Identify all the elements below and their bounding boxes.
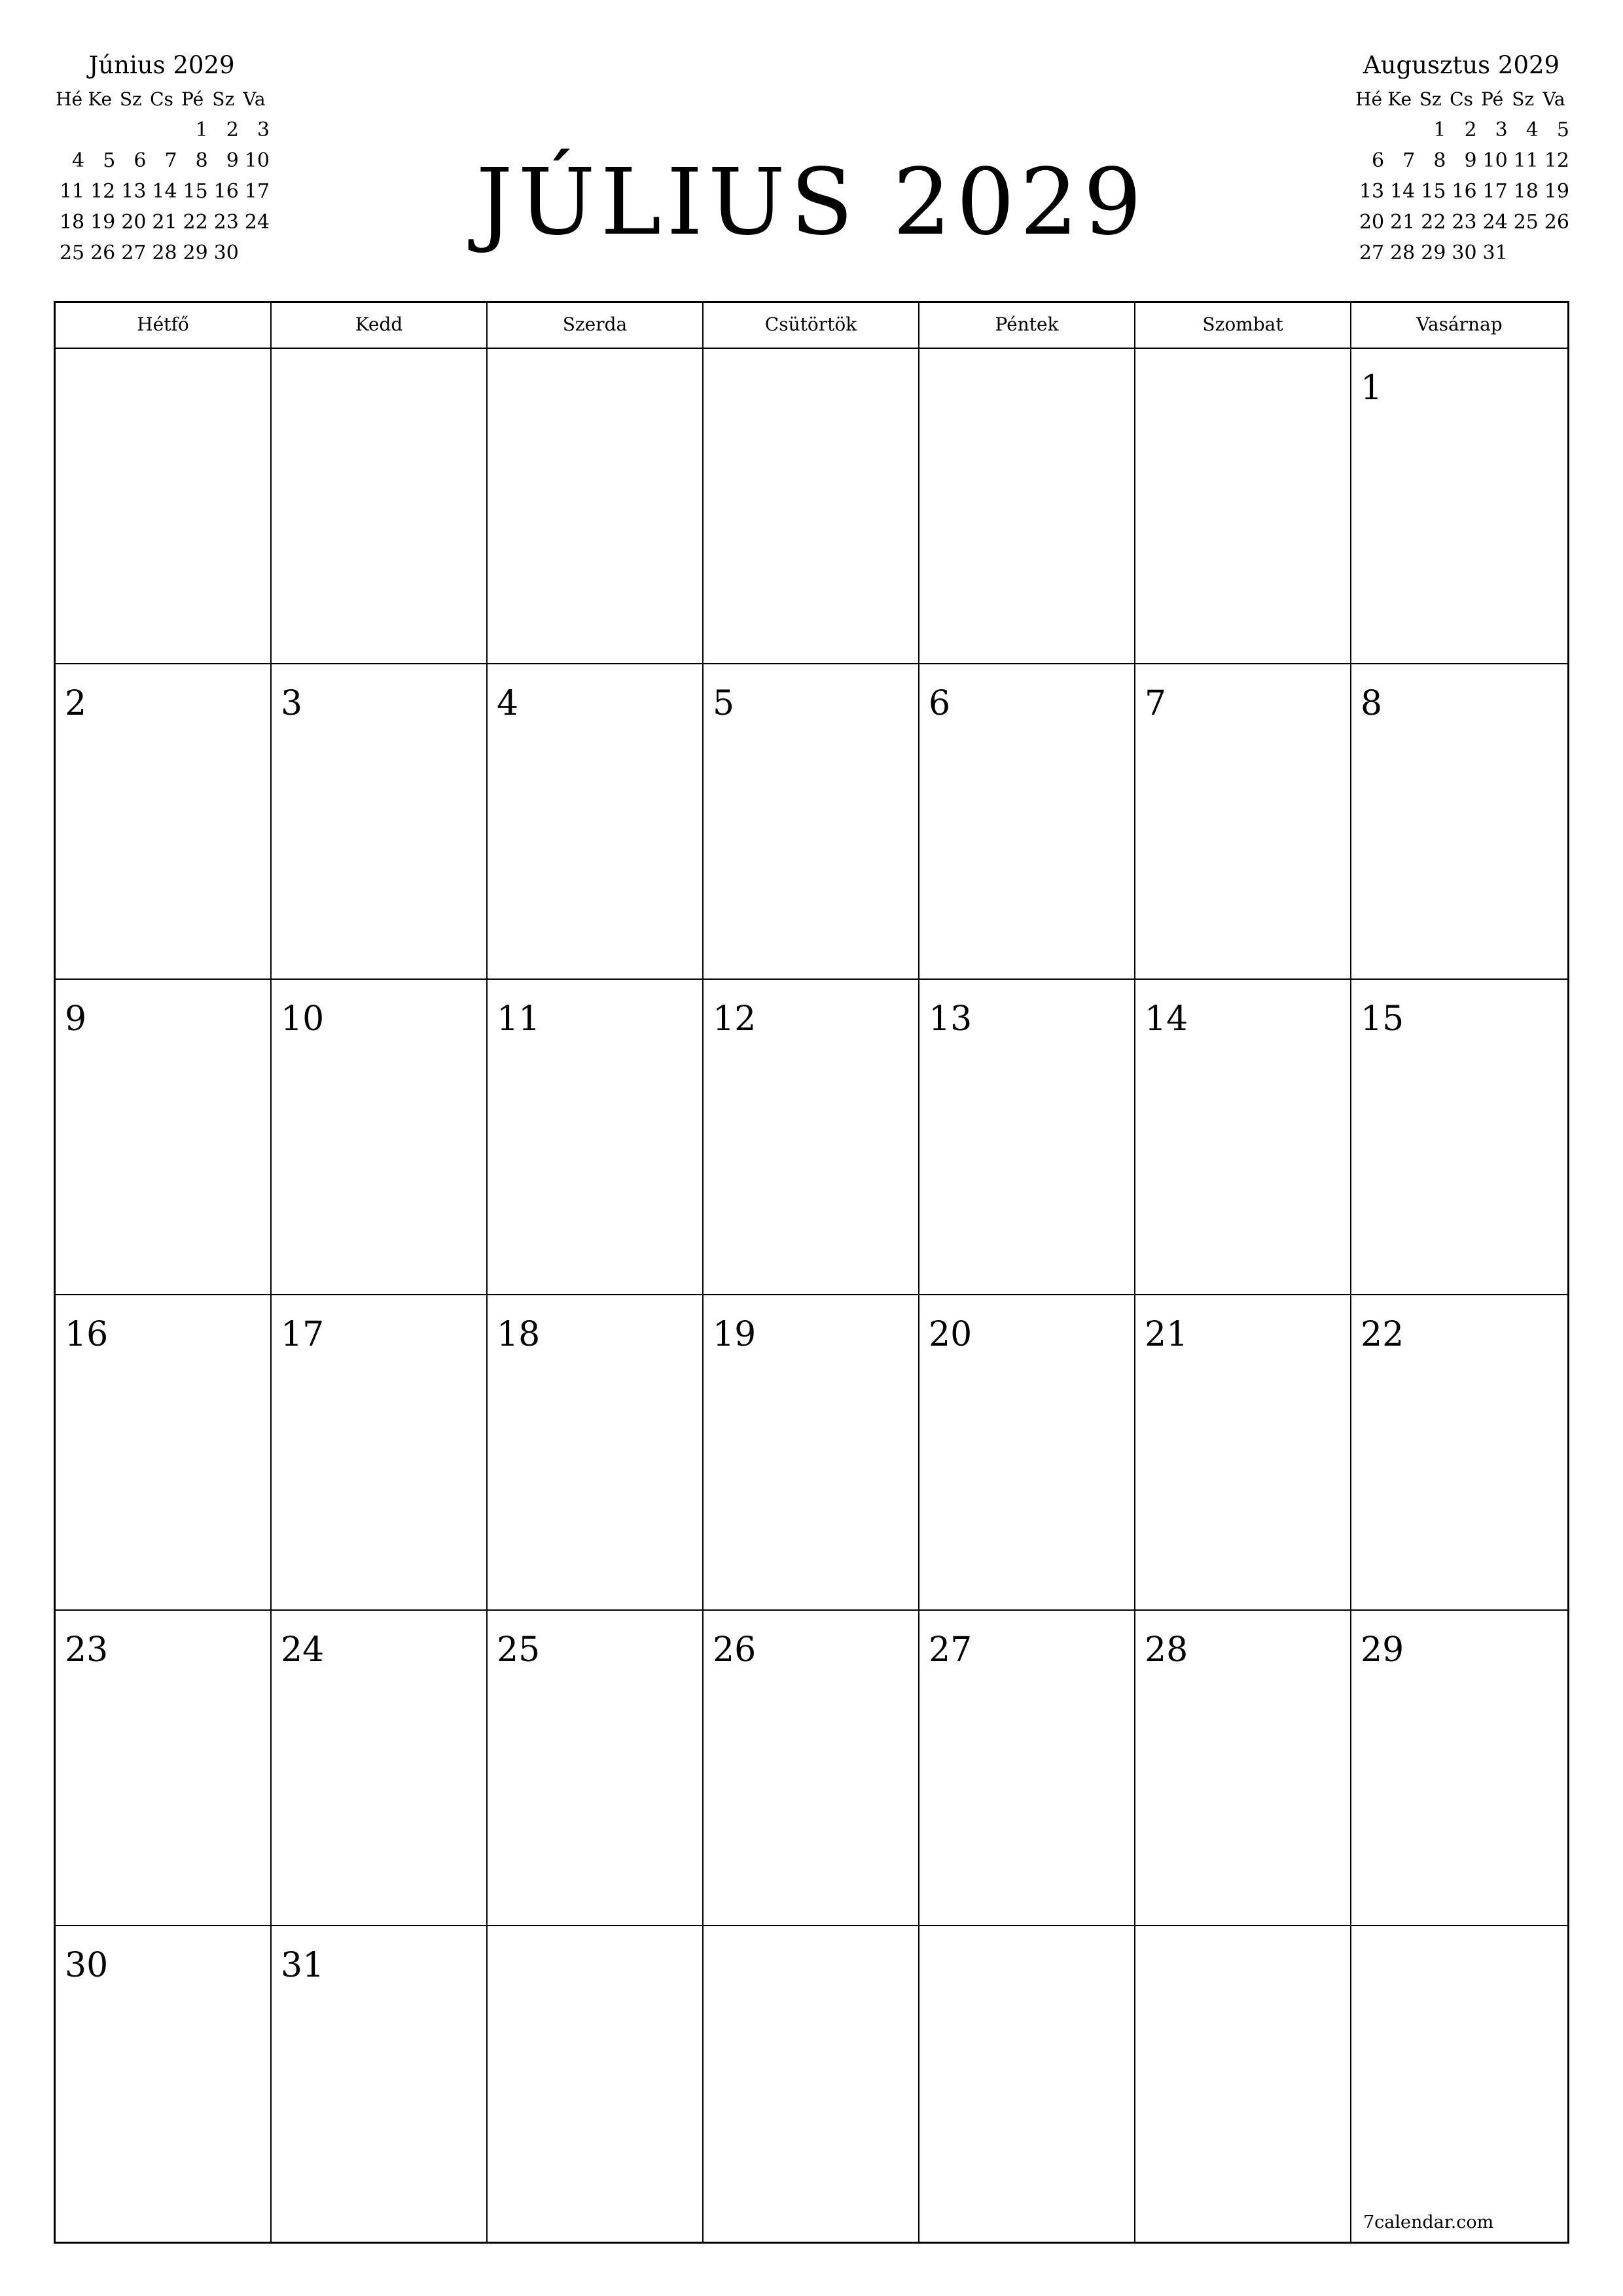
mini-day: 19 xyxy=(1544,180,1569,203)
day-number: 22 xyxy=(1361,1315,1404,1354)
mini-day: 11 xyxy=(1513,149,1539,172)
mini-calendar-next xyxy=(1353,47,1569,268)
day-number: 31 xyxy=(281,1946,325,1985)
mini-day: 1 xyxy=(1433,118,1446,141)
mini-day: 7 xyxy=(164,149,177,172)
weekday-header: Vasárnap xyxy=(1351,303,1567,349)
day-cell[interactable] xyxy=(1135,1611,1351,1926)
day-cell[interactable] xyxy=(704,1926,919,2242)
mini-day: 27 xyxy=(1359,242,1385,264)
mini-weekday-label: Cs xyxy=(150,88,173,110)
day-cell[interactable] xyxy=(704,1611,919,1926)
day-number: 1 xyxy=(1361,368,1383,408)
day-cell[interactable] xyxy=(704,1295,919,1611)
day-number: 24 xyxy=(281,1630,325,1670)
day-number: 17 xyxy=(281,1315,325,1354)
day-cell[interactable] xyxy=(272,1611,488,1926)
mini-day: 31 xyxy=(1482,242,1508,264)
day-number: 20 xyxy=(929,1315,972,1354)
mini-day: 4 xyxy=(1525,118,1539,141)
day-number: 18 xyxy=(497,1315,541,1354)
weekday-header: Szombat xyxy=(1135,303,1351,349)
day-number: 4 xyxy=(497,684,519,723)
mini-day xyxy=(1508,238,1539,268)
mini-day: 4 xyxy=(72,149,85,172)
day-cell[interactable] xyxy=(56,349,272,664)
mini-weekday-label: Sz xyxy=(1419,88,1442,110)
day-number: 8 xyxy=(1361,684,1383,723)
day-number: 10 xyxy=(281,999,325,1039)
mini-day: 12 xyxy=(1544,149,1569,172)
mini-day: 18 xyxy=(1513,180,1539,203)
day-cell[interactable] xyxy=(272,980,488,1295)
mini-calendar-title: Június 2029 xyxy=(88,51,235,79)
mini-weekday-label: Pé xyxy=(181,88,204,110)
day-cell[interactable] xyxy=(272,664,488,980)
mini-day: 23 xyxy=(1452,211,1477,234)
mini-day: 28 xyxy=(1390,242,1416,264)
day-cell[interactable] xyxy=(1351,349,1567,664)
day-cell[interactable] xyxy=(1135,664,1351,980)
mini-weekday-label: Hé xyxy=(56,88,83,110)
day-cell[interactable] xyxy=(1135,349,1351,664)
weekday-header: Péntek xyxy=(919,303,1135,349)
mini-day: 28 xyxy=(152,242,177,264)
day-cell[interactable] xyxy=(272,1295,488,1611)
mini-day: 13 xyxy=(1359,180,1385,203)
mini-day: 11 xyxy=(59,180,85,203)
mini-day: 9 xyxy=(226,149,239,172)
day-number: 30 xyxy=(65,1946,109,1985)
mini-weekday-label: Sz xyxy=(119,88,142,110)
mini-weekday-label: Hé xyxy=(1355,88,1383,110)
mini-day: 6 xyxy=(134,149,147,172)
mini-weekday-label: Va xyxy=(1543,88,1565,110)
footer-credit: 7calendar.com xyxy=(1363,2212,1494,2233)
day-cell[interactable] xyxy=(704,664,919,980)
weekday-header: Kedd xyxy=(272,303,488,349)
mini-day: 30 xyxy=(213,242,239,264)
day-number: 21 xyxy=(1145,1315,1188,1354)
mini-day: 23 xyxy=(213,211,239,234)
day-number: 28 xyxy=(1145,1630,1188,1670)
mini-day: 29 xyxy=(1421,242,1446,264)
mini-weekday-label: Sz xyxy=(1512,88,1535,110)
day-number: 26 xyxy=(713,1630,757,1670)
mini-day: 2 xyxy=(1464,118,1477,141)
mini-day: 2 xyxy=(226,118,239,141)
mini-day: 10 xyxy=(1482,149,1508,172)
mini-day: 5 xyxy=(1556,118,1569,141)
mini-calendar-grid xyxy=(1353,84,1569,268)
mini-day: 22 xyxy=(183,211,208,234)
day-cell[interactable] xyxy=(272,1926,488,2242)
mini-day: 9 xyxy=(1464,149,1477,172)
mini-day: 19 xyxy=(90,211,116,234)
day-number: 15 xyxy=(1361,999,1404,1039)
mini-day: 21 xyxy=(152,211,177,234)
mini-day: 25 xyxy=(1513,211,1539,234)
day-cell[interactable] xyxy=(919,1926,1135,2242)
mini-day: 15 xyxy=(183,180,208,203)
mini-day: 6 xyxy=(1372,149,1385,172)
day-cell[interactable] xyxy=(919,1611,1135,1926)
mini-weekday-label: Cs xyxy=(1450,88,1473,110)
mini-weekday-label: Ke xyxy=(1387,88,1412,110)
day-number: 14 xyxy=(1145,999,1188,1039)
mini-day: 26 xyxy=(1544,211,1569,234)
day-cell[interactable] xyxy=(704,980,919,1295)
weekday-header: Szerda xyxy=(488,303,704,349)
mini-day: 8 xyxy=(1433,149,1446,172)
mini-day: 24 xyxy=(1482,211,1508,234)
day-cell[interactable] xyxy=(56,1926,272,2242)
day-number: 9 xyxy=(65,999,87,1039)
day-number: 27 xyxy=(929,1630,972,1670)
day-cell[interactable] xyxy=(488,664,704,980)
mini-calendar-title: Augusztus 2029 xyxy=(1363,51,1560,79)
mini-day: 10 xyxy=(244,149,270,172)
mini-day: 15 xyxy=(1421,180,1446,203)
day-cell[interactable] xyxy=(919,664,1135,980)
mini-day: 3 xyxy=(1495,118,1508,141)
day-cell[interactable] xyxy=(56,1295,272,1611)
mini-day: 25 xyxy=(59,242,85,264)
day-cell[interactable] xyxy=(488,980,704,1295)
mini-weekday-label: Va xyxy=(243,88,266,110)
mini-day: 21 xyxy=(1390,211,1416,234)
mini-day: 29 xyxy=(183,242,208,264)
day-cell[interactable] xyxy=(919,349,1135,664)
day-number: 16 xyxy=(65,1315,109,1354)
day-cell[interactable] xyxy=(1135,1926,1351,2242)
day-cell[interactable] xyxy=(1351,664,1567,980)
month-grid xyxy=(54,301,1569,2244)
mini-day: 16 xyxy=(1452,180,1477,203)
day-cell[interactable] xyxy=(488,1611,704,1926)
mini-day: 27 xyxy=(121,242,147,264)
day-cell[interactable] xyxy=(1135,1295,1351,1611)
mini-day: 3 xyxy=(257,118,270,141)
mini-weekday-label: Ke xyxy=(88,88,113,110)
mini-day: 8 xyxy=(195,149,208,172)
day-number: 29 xyxy=(1361,1630,1404,1670)
weekday-header: Csütörtök xyxy=(704,303,919,349)
day-number: 23 xyxy=(65,1630,109,1670)
day-cell[interactable] xyxy=(488,349,704,664)
day-cell[interactable] xyxy=(1351,980,1567,1295)
day-cell[interactable] xyxy=(1351,1611,1567,1926)
day-cell[interactable] xyxy=(56,664,272,980)
day-number: 13 xyxy=(929,999,972,1039)
page-title: JÚLIUS 2029 xyxy=(476,149,1147,256)
mini-day: 30 xyxy=(1452,242,1477,264)
day-cell[interactable] xyxy=(1351,1295,1567,1611)
mini-day xyxy=(1353,115,1384,145)
day-cell[interactable] xyxy=(919,980,1135,1295)
day-cell[interactable] xyxy=(56,1611,272,1926)
day-cell[interactable] xyxy=(56,980,272,1295)
mini-day xyxy=(1384,115,1415,145)
mini-day: 14 xyxy=(152,180,177,203)
mini-day: 5 xyxy=(103,149,116,172)
day-number: 25 xyxy=(497,1630,541,1670)
mini-weekday-label: Pé xyxy=(1481,88,1504,110)
mini-day: 20 xyxy=(121,211,147,234)
mini-day: 18 xyxy=(59,211,85,234)
mini-weekday-label: Sz xyxy=(212,88,235,110)
day-number: 11 xyxy=(497,999,541,1039)
mini-day: 17 xyxy=(1482,180,1508,203)
day-number: 19 xyxy=(713,1315,757,1354)
mini-day: 20 xyxy=(1359,211,1385,234)
mini-day: 13 xyxy=(121,180,147,203)
day-number: 12 xyxy=(713,999,757,1039)
mini-day: 22 xyxy=(1421,211,1446,234)
mini-day: 26 xyxy=(90,242,116,264)
mini-day: 7 xyxy=(1402,149,1416,172)
day-cell[interactable] xyxy=(919,1295,1135,1611)
day-cell[interactable] xyxy=(1351,1926,1567,2242)
mini-day: 14 xyxy=(1390,180,1416,203)
day-cell[interactable] xyxy=(488,1295,704,1611)
mini-day xyxy=(1539,238,1569,268)
mini-day: 12 xyxy=(90,180,116,203)
day-cell[interactable] xyxy=(704,349,919,664)
day-number: 5 xyxy=(713,684,735,723)
mini-day: 17 xyxy=(244,180,270,203)
day-number: 6 xyxy=(929,684,951,723)
mini-day: 24 xyxy=(244,211,270,234)
day-number: 3 xyxy=(281,684,303,723)
day-number: 2 xyxy=(65,684,87,723)
day-cell[interactable] xyxy=(488,1926,704,2242)
day-number: 7 xyxy=(1145,684,1167,723)
mini-day: 16 xyxy=(213,180,239,203)
day-cell[interactable] xyxy=(1135,980,1351,1295)
weekday-header: Hétfő xyxy=(56,303,272,349)
mini-day: 1 xyxy=(195,118,208,141)
day-cell[interactable] xyxy=(272,349,488,664)
